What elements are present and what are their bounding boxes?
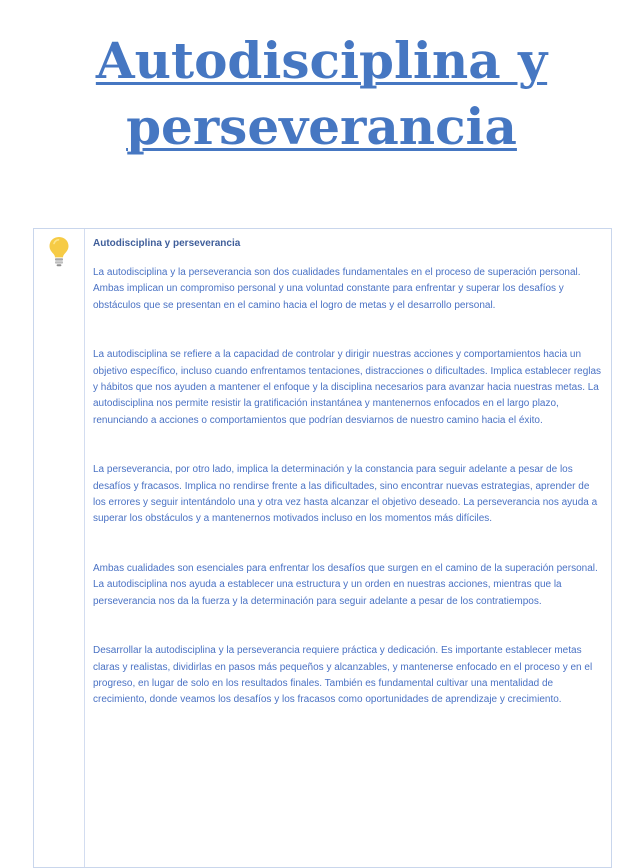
callout-content [93, 237, 603, 742]
paragraph-perseverancia: La perseverancia, por otro lado, implica la determinación y la constancia para seguir adelante a pesar de los desafíos y fracasos. Implica no rendirse frente a las dificultades, sino encontrar nuevas estrategias, aprender de los errores y seguir intentándolo una y otra vez hasta alcanzar el objetivo deseado. La perseverancia nos ayuda a superar los obstáculos y a mantenernos motivados incluso en los momentos más difíciles. [93, 464, 598, 525]
paragraph-autodisciplina: La autodisciplina se refiere a la capacidad de controlar y dirigir nuestras acciones y comportamientos hacia un objetivo específico, incluso cuando enfrentamos tentaciones, distracciones o dificultades. Implica establecer reglas y hábitos que nos ayuden a mantener el enfoque y la disciplina necesarios para avanzar hacia nuestras metas. La autodisciplina nos permite resistir la gratificación instantánea y mantenernos enfocados en el largo plazo, renunciando a acciones o comportamientos que podrían desviarnos de nuestro camino hacia el éxito. [93, 349, 602, 426]
paragraph-intro: La autodisciplina y la perseverancia son dos cualidades fundamentales en el proceso de superación personal. Ambas implican un compromiso personal y una voluntad constante para enfrentar y superar los desafíos y obstáculos que se presentan en el camino hacia el logro de metas y el desarrollo personal. [93, 267, 581, 311]
callout-box [33, 228, 612, 868]
callout-divider [84, 229, 85, 867]
lightbulb-icon [47, 235, 71, 267]
paragraph-desarrollar: Desarrollar la autodisciplina y la perseverancia requiere práctica y dedicación. Es importante establecer metas claras y realistas, dividirlas en pasos más pequeños y alcanzables, y mantenerse enfocado en el proceso y en el progreso, en lugar de solo en los resultados finales. También es fundamental cultivar una mentalidad de crecimiento, donde veamos los desafíos y los fracasos como oportunidades de aprendizaje y crecimiento. [93, 645, 593, 706]
page-title: Autodisciplina y perseverancia [95, 31, 548, 156]
callout-heading: Autodisciplina y perseverancia [93, 238, 241, 249]
paragraph-ambas-cualidades: Ambas cualidades son esenciales para enfrentar los desafíos que surgen en el camino de la superación personal. La autodisciplina nos ayuda a establecer una estructura y un orden en nuestras acciones, mientras que la perseverancia nos da la fuerza y la determinación para seguir adelante a pesar de los contratiempos. [93, 562, 598, 607]
